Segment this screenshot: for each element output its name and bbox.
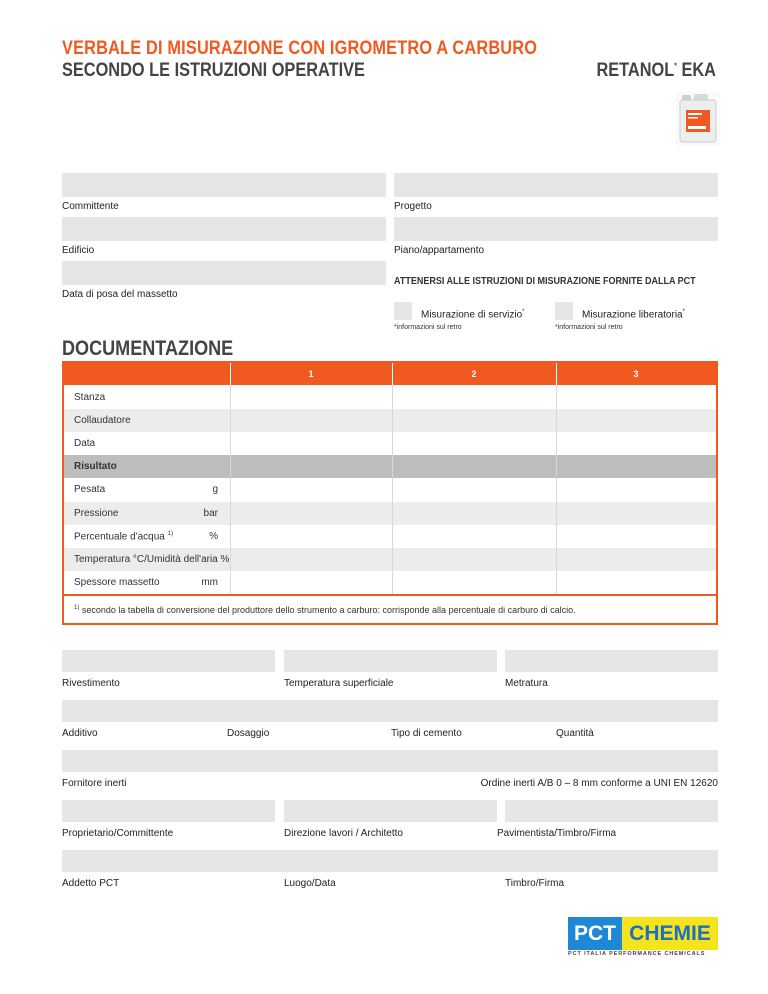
table-row-risultato [64, 455, 716, 478]
table-row [64, 432, 716, 455]
row-label-spessore: Spessore massetto [74, 577, 160, 588]
tipo-cemento-label: Tipo di cemento [391, 728, 462, 739]
piano-label: Piano/appartamento [394, 245, 485, 256]
data-posa-field[interactable] [62, 261, 386, 285]
direzione-lavori-label: Direzione lavori / Architetto [284, 828, 403, 839]
luogo-data-label: Luogo/Data [284, 878, 336, 889]
progetto-label: Progetto [394, 201, 432, 212]
column-header-1: 1 [308, 369, 314, 379]
column-header-2: 2 [471, 369, 477, 379]
unit-label: g [212, 484, 218, 495]
row-label-pesata: Pesata [74, 484, 106, 495]
table-row [64, 478, 716, 501]
pavimentista-label: Pavimentista/Timbro/Firma [497, 828, 617, 839]
row-label-percentuale: Percentuale d'acqua $^{1)}$ [74, 531, 173, 543]
ordine-inerti-label: Ordine inerti A/B 0 – 8 mm conforme a UNI EN 12620 [480, 778, 718, 789]
misurazione-liberatoria-label: Misurazione liberatoria* [582, 309, 685, 321]
timbro-firma-label: Timbro/Firma [505, 878, 565, 889]
quantita-label: Quantità [556, 728, 594, 739]
unit-label: mm [201, 577, 218, 588]
pct-chemie-logo [568, 917, 718, 950]
table-row [64, 548, 716, 571]
logo-chemie-text: CHEMIE [622, 917, 718, 950]
product-name: RETANOL* EKA [596, 60, 716, 81]
data-posa-label: Data di posa del massetto [62, 289, 178, 300]
table-footnote: $^{1)}$ secondo la tabella di conversione del produttore dello strumento a carburo: corrisponde alla percentuale di carburo di calcio. [74, 605, 576, 615]
unit-label: bar [203, 508, 218, 519]
unit-label: % [209, 531, 218, 542]
row-label-stanza: Stanza [74, 392, 106, 403]
logo-subtitle: PCT ITALIA PERFORMANCE CHEMICALS [568, 951, 706, 957]
fornitore-inerti-field[interactable] [62, 750, 718, 772]
info-retro-note: *informazioni sul retro [555, 324, 623, 331]
row-label-pressione: Pressione [74, 508, 119, 519]
temperatura-superficiale-label: Temperatura superficiale [284, 678, 394, 689]
documentation-title: DOCUMENTAZIONE [62, 337, 234, 360]
measurement-notice: ATTENERSI ALLE ISTRUZIONI DI MISURAZIONE FORNITE DALLA PCT [394, 276, 696, 287]
rivestimento-label: Rivestimento [62, 678, 120, 689]
documentation-table [62, 361, 718, 625]
direzione-lavori-field[interactable] [284, 800, 497, 822]
committente-label: Committente [62, 201, 119, 212]
metratura-label: Metratura [505, 678, 548, 689]
product-canister-image [676, 92, 720, 146]
temperatura-superficiale-field[interactable] [284, 650, 497, 672]
edificio-label: Edificio [62, 245, 95, 256]
table-row [64, 409, 716, 432]
misurazione-servizio-label: Misurazione di servizio* [421, 309, 525, 321]
misurazione-liberatoria-checkbox[interactable] [555, 302, 573, 320]
rivestimento-field[interactable] [62, 650, 275, 672]
proprietario-label: Proprietario/Committente [62, 828, 174, 839]
row-label-data: Data [74, 438, 96, 449]
committente-field[interactable] [62, 173, 386, 197]
misurazione-servizio-checkbox[interactable] [394, 302, 412, 320]
table-row [64, 502, 716, 525]
metratura-field[interactable] [505, 650, 718, 672]
dosaggio-label: Dosaggio [227, 728, 270, 739]
proprietario-field[interactable] [62, 800, 275, 822]
row-label-risultato: Risultato [74, 461, 117, 472]
additivo-field[interactable] [62, 700, 718, 722]
addetto-field[interactable] [62, 850, 718, 872]
addetto-label: Addetto PCT [62, 878, 120, 889]
row-label-temperatura: Temperatura °C/Umidità dell'aria % [74, 554, 230, 565]
table-header [64, 363, 716, 385]
pavimentista-field[interactable] [505, 800, 718, 822]
logo-pct-text: PCT [568, 917, 622, 950]
info-retro-note: *informazioni sul retro [394, 324, 462, 331]
document-title: VERBALE DI MISURAZIONE CON IGROMETRO A CARBURO [62, 38, 538, 59]
additivo-label: Additivo [62, 728, 98, 739]
table-row [64, 525, 716, 548]
row-label-collaudatore: Collaudatore [74, 415, 131, 426]
edificio-field[interactable] [62, 217, 386, 241]
progetto-field[interactable] [394, 173, 718, 197]
table-row [64, 386, 716, 409]
table-row [64, 571, 716, 594]
document-subtitle: SECONDO LE ISTRUZIONI OPERATIVE [62, 60, 365, 81]
fornitore-inerti-label: Fornitore inerti [62, 778, 127, 789]
column-header-3: 3 [633, 369, 639, 379]
piano-field[interactable] [394, 217, 718, 241]
